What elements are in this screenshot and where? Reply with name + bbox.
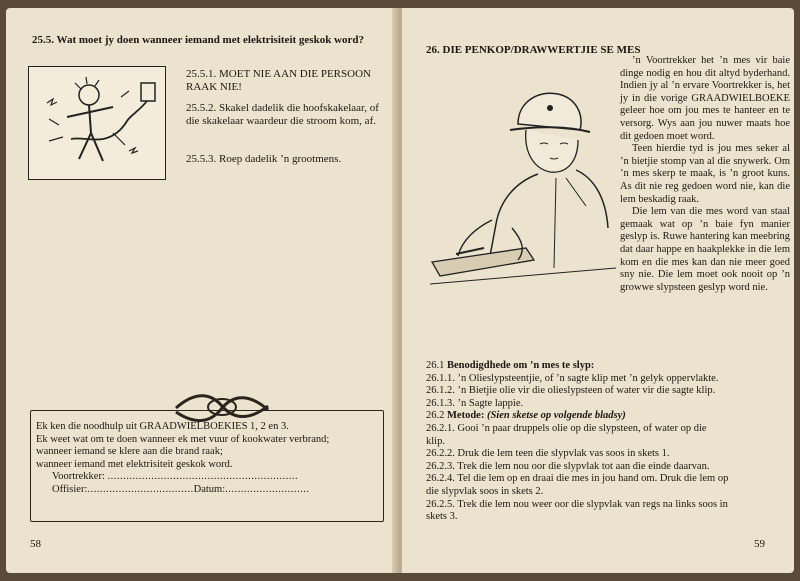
list-item: 26.2.5. Trek die lem nou weer oor die slypvlak van regs na links soos in <box>426 498 728 510</box>
paragraph-3: Die lem van die mes word van staal gemaak wat op ’n baie fyn manier geslyp is. Ruwe hantering kan meebring dat daar happe en haakplekke in die lem kom en die mes kan dan nie meer goed sny nie. Die lem moet ook nooit op ’n growwe slypsteen geslyp word nie. <box>620 206 790 293</box>
left-page <box>6 8 398 573</box>
answer-2: 25.5.2. Skakel dadelik die hoofskakelaar, of die skakelaar waardeur die stroom kom, af. <box>186 102 379 127</box>
voortrekker-label: Voortrekker: <box>52 471 105 482</box>
list-item: 26.2.1. Gooi ’n paar druppels olie op die slypsteen, of water op die <box>426 422 707 434</box>
metode-heading: Metode: <box>447 410 485 422</box>
list-item: 26.1.1. ’n Olieslypsteentjie, of ’n sagte klip met ’n gelyk oppervlakte. <box>426 372 719 384</box>
metode-number: 26.2 <box>426 410 445 422</box>
section-title: 26. DIE PENKOP/DRAWWERTJIE SE MES <box>426 44 641 56</box>
electric-shock-illustration <box>28 66 166 180</box>
right-page <box>402 8 794 573</box>
list-item: 26.2.2. Druk die lem teen die slypvlak vas soos in skets 1. <box>426 448 670 460</box>
paragraph-1: ’n Voortrekker het ’n mes vir baie dinge nodig en hou dit altyd byderhand. Indien jy al ’n ervare Voortrekker is, het jy in die vorige GRAADWIELBOEKE geleer hoe om jou mes te hanteer en te versorg. Wys aan jou nuwer maats hoe dit gedoen moet word. <box>620 55 790 142</box>
metode-heading-row <box>426 410 794 423</box>
list-item: die slypvlak soos in skets 2. <box>426 485 544 497</box>
voortrekker-signature-line: Voortrekker: ............................................................. <box>52 471 299 482</box>
benodig-heading: Benodigdhede om ’n mes te slyp: <box>447 360 595 371</box>
answer-3: 25.5.3. Roep dadelik ’n grootmens. <box>186 153 342 165</box>
first-aid-line: Ek weet wat om te doen wanneer ek met vuur of kookwater verbrand; <box>36 433 330 445</box>
method-section <box>426 360 794 524</box>
question-heading: 25.5. Wat moet jy doen wanneer iemand met elektrisiteit geskok word? <box>32 34 365 46</box>
list-item: 26.2.3. Trek die lem nou oor die slypvlak tot aan die einde daarvan. <box>426 460 710 472</box>
list-item: 26.1.3. ’n Sagte lappie. <box>426 397 524 409</box>
offisier-label: Offisier: <box>52 483 88 495</box>
first-aid-line: wanneer iemand se klere aan die brand raak; <box>36 446 223 457</box>
list-item: skets 3. <box>426 511 458 523</box>
first-aid-text <box>36 421 376 496</box>
first-aid-line: Ek ken die noodhulp uit GRAADWIELBOEKIES 1, 2 en 3. <box>36 421 289 432</box>
offisier-signature-line: Offisier:..................................Datum:........................... <box>52 483 310 495</box>
metode-note: (Sien sketse op volgende bladsy) <box>486 410 626 422</box>
list-item: klip. <box>426 435 445 447</box>
benodig-number: 26.1 <box>426 360 445 371</box>
answer-1: 25.5.1. MOET NIE AAN DIE PERSOON RAAK NIE! <box>186 68 371 93</box>
benodig-heading-row <box>426 360 794 373</box>
list-item: 26.2.4. Tel die lem op en draai die mes in jou hand om. Druk die lem op <box>426 473 729 485</box>
paragraph-2: Teen hierdie tyd is jou mes seker al ’n bietjie stomp van al die snywerk. Om ’n mes skerp te maak, is ’n groot kuns. As dit nie reg gedoen word nie, kan die lem beskadig raak. <box>620 143 790 205</box>
first-aid-line: wanneer iemand met elektrisiteit geskok word. <box>36 458 233 470</box>
scout-sharpening-knife-illustration <box>426 78 616 288</box>
page-number-left: 58 <box>30 538 41 550</box>
list-item: 26.1.2. ’n Bietjie olie vir die olieslypsteen of water vir die sagte klip. <box>426 385 716 397</box>
intro-paragraph <box>620 55 790 294</box>
page-number-right: 59 <box>754 538 765 550</box>
datum-label: Datum: <box>193 483 226 495</box>
